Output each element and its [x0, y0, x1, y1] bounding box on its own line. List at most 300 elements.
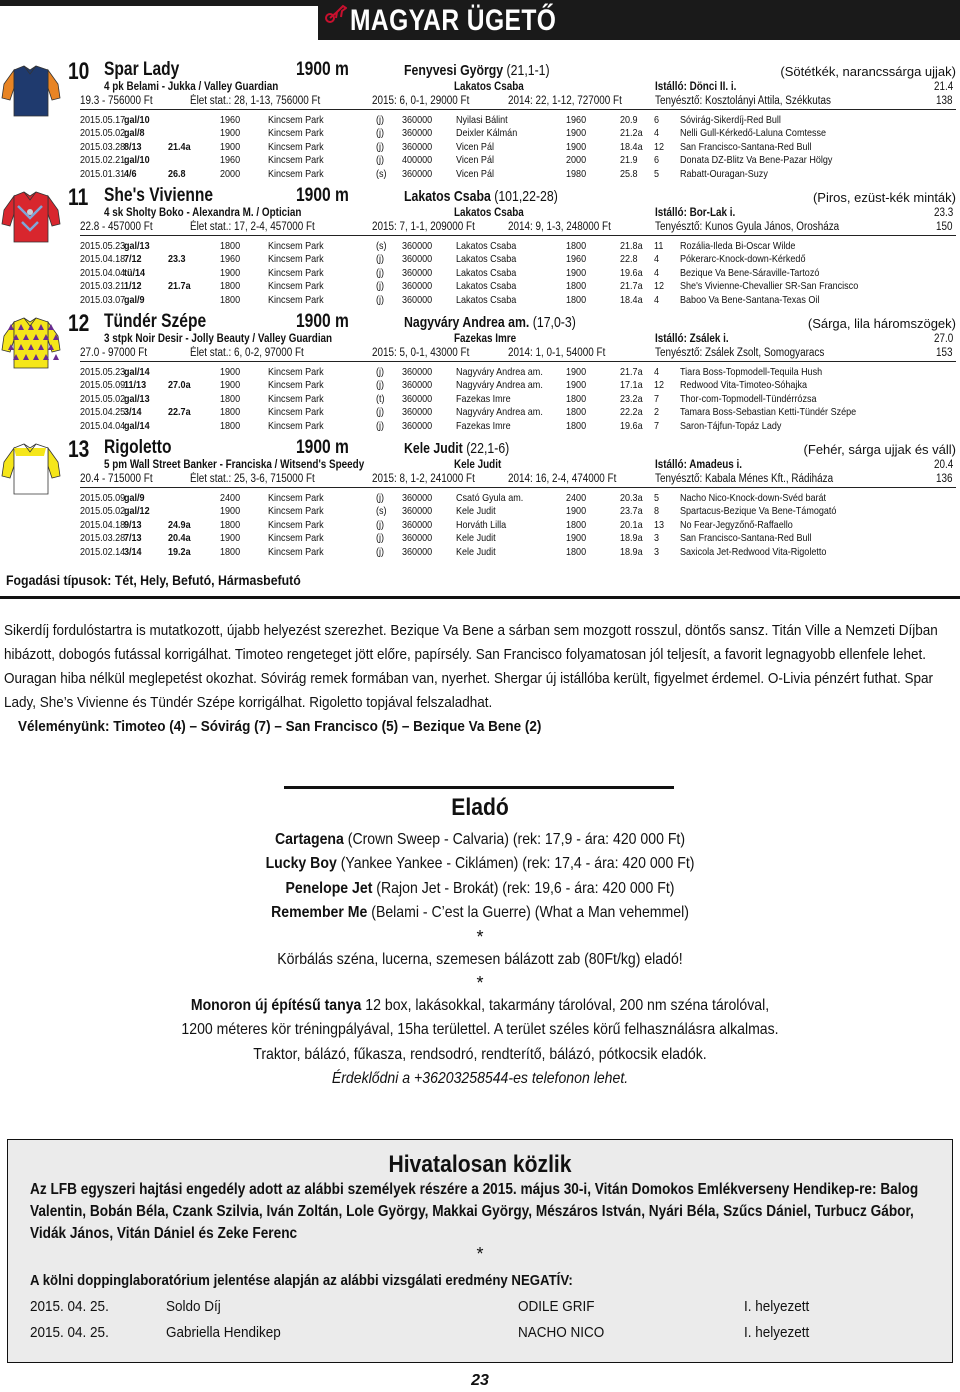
- race-cell: 1960: [220, 154, 241, 167]
- race-cell: 2015.02.14: [80, 545, 126, 558]
- index: 136: [936, 473, 953, 485]
- race-cell: 20.9: [620, 114, 638, 126]
- race-cell: Baboo Va Bene-Santana-Texas Oil: [680, 293, 820, 306]
- race-cell: 1800: [220, 293, 241, 306]
- race-cell: (j): [376, 293, 385, 306]
- life-stats: Élet stat.: 28, 1-13, 756000 Ft: [190, 95, 321, 107]
- race-cell: 7/12: [124, 253, 142, 266]
- race-cell: 2015.05.02: [80, 127, 126, 140]
- sale-farm-title: Monoron új építésű tanya: [190, 997, 362, 1015]
- race-cell: Kincsem Park: [268, 280, 324, 293]
- race-cell: Kincsem Park: [268, 392, 324, 405]
- race-cell: Kincsem Park: [268, 253, 324, 266]
- sale-horse-desc: (Rajon Jet - Brokát) (rek: 19,6 - ára: 420 000 Ft): [376, 879, 675, 897]
- pedigree: 4 pk Belami - Jukka / Valley Guardian: [104, 81, 279, 93]
- silk-colors: (Fehér, sárga ujjak és váll): [803, 442, 956, 457]
- race-cell: 1800: [566, 240, 587, 252]
- race-cell: gal/13: [124, 240, 150, 252]
- race-cell: 1800: [220, 419, 241, 432]
- race-cell: 2015.05.09: [80, 492, 126, 504]
- race-cell: 360000: [402, 293, 433, 306]
- race-cell: Lakatos Csaba: [456, 280, 517, 293]
- race-cell: (j): [376, 127, 385, 140]
- race-cell: 2400: [566, 492, 587, 504]
- sale-horse: [58, 852, 903, 876]
- jockey-silk-icon: [0, 58, 62, 118]
- race-cell: Kincsem Park: [268, 114, 324, 126]
- race-cell: 20.1a: [620, 518, 643, 531]
- race-cell: 2015.04.18: [80, 253, 126, 266]
- race-cell: 360000: [402, 532, 433, 545]
- race-cell: 1900: [220, 140, 241, 153]
- race-cell: Fazekas Imre: [456, 392, 511, 405]
- race-cell: (s): [376, 240, 387, 252]
- race-cell: Kincsem Park: [268, 293, 324, 306]
- race-cell: 27.0a: [168, 379, 191, 392]
- race-cell: 2000: [566, 154, 587, 167]
- race-cell: 360000: [402, 253, 433, 266]
- race-cell: 25.8: [620, 167, 638, 180]
- race-cell: gal/9: [124, 492, 145, 504]
- horse-name: Tündér Szépe: [104, 311, 207, 332]
- race-cell: 4/6: [124, 167, 137, 180]
- race-cell: Rozália-Ileda Bi-Oscar Wilde: [680, 240, 796, 252]
- race-cell: 360000: [402, 406, 433, 419]
- entry-rule: [80, 109, 956, 110]
- race-cell: 2015.04.18: [80, 518, 126, 531]
- race-cell: 8: [654, 505, 660, 518]
- race-cell: Rabatt-Ouragan-Suzy: [680, 167, 768, 180]
- race-cell: 1800: [220, 240, 241, 252]
- race-cell: Nelli Gull-Kérkedő-Laluna Comtesse: [680, 127, 827, 140]
- race-cell: 21.8a: [620, 240, 643, 252]
- odds: 20.4: [934, 459, 954, 471]
- race-cell: 21.7a: [168, 280, 191, 293]
- race-distance: 1900 m: [296, 311, 349, 332]
- stable: Istálló: Zsálek i.: [655, 333, 729, 345]
- driver-name: Nagyváry Andrea am. (17,0-3): [404, 314, 576, 331]
- stats-2015: 2015: 8, 1-2, 241000 Ft: [372, 473, 475, 485]
- race-cell: gal/14: [124, 366, 150, 378]
- race-cell: 7: [654, 392, 660, 405]
- sale-title: Eladó: [451, 794, 509, 821]
- race-cell: 18.9a: [620, 532, 643, 545]
- entry-number: 11: [68, 184, 89, 211]
- race-cell: 2015.04.25: [80, 406, 126, 419]
- driver-stats: (17,0-3): [532, 314, 576, 331]
- race-cell: 19.6a: [620, 419, 643, 432]
- race-cell: gal/10: [124, 114, 150, 126]
- race-cell: 21.9: [620, 154, 638, 167]
- race-cell: Bezique Va Bene-Sáraville-Tartozó: [680, 266, 820, 279]
- race-cell: 22.8: [620, 253, 638, 266]
- entry-rule: [80, 361, 956, 362]
- race-cell: 4: [654, 366, 660, 378]
- entry-rule: [80, 235, 956, 236]
- race-cell: tü/14: [124, 266, 146, 279]
- race-cell: 2015.05.09: [80, 379, 126, 392]
- race-cell: 19.2a: [168, 545, 191, 558]
- pedigree: 3 stpk Noir Desir - Jolly Beauty / Valley Guardian: [104, 333, 333, 345]
- race-cell: Kincsem Park: [268, 240, 324, 252]
- trainer: Lakatos Csaba: [454, 207, 524, 219]
- race-cell: 1900: [220, 505, 241, 518]
- horse-name: She's Vivienne: [104, 185, 214, 206]
- race-cell: Nagyváry Andrea am.: [456, 379, 543, 392]
- race-cell: 4: [654, 253, 660, 266]
- entry-rule: [80, 487, 956, 488]
- stats-2014: 2014: 9, 1-3, 248000 Ft: [508, 221, 611, 233]
- record: 22.8 - 457000 Ft: [80, 221, 153, 233]
- race-cell: 1800: [220, 392, 241, 405]
- race-cell: Kincsem Park: [268, 127, 324, 140]
- odds: 21.4: [934, 81, 954, 93]
- silk-colors: (Sárga, lila háromszögek): [807, 316, 956, 331]
- race-cell: She's Vivienne-Chevallier SR-San Francisco: [680, 280, 859, 293]
- sale-horse-name: Lucky Boy: [265, 855, 337, 873]
- jockey-silk-icon: [0, 436, 62, 496]
- race-cell: 21.2a: [620, 127, 643, 140]
- sale-horse: [58, 901, 903, 925]
- race-cell: 23.3: [168, 253, 186, 266]
- race-distance: 1900 m: [296, 59, 349, 80]
- race-cell: Nagyváry Andrea am.: [456, 366, 543, 378]
- race-cell: Spartacus-Bezique Va Bene-Támogató: [680, 505, 837, 518]
- sale-horse-name: Remember Me: [271, 904, 368, 922]
- race-cell: Saxicola Jet-Redwood Vita-Rigoletto: [680, 545, 827, 558]
- race-cell: 2015.05.02: [80, 505, 126, 518]
- race-cell: 360000: [402, 419, 433, 432]
- race-cell: 1900: [220, 266, 241, 279]
- race-cell: 360000: [402, 505, 433, 518]
- race-cell: 18.4a: [620, 140, 643, 153]
- race-cell: 18.9a: [620, 545, 643, 558]
- stats-2015: 2015: 6, 0-1, 29000 Ft: [372, 95, 470, 107]
- race-cell: 5: [654, 167, 660, 180]
- life-stats: Élet stat.: 25, 3-6, 715000 Ft: [190, 473, 315, 485]
- race-cell: Donata DZ-Blitz Va Bene-Pazar Hölgy: [680, 154, 833, 167]
- race-cell: 12: [654, 140, 665, 153]
- race-cell: (j): [376, 545, 385, 558]
- race-cell: 23.7a: [620, 505, 643, 518]
- separator-star: *: [476, 926, 484, 947]
- race-cell: 1900: [220, 379, 241, 392]
- race-cell: 1800: [220, 518, 241, 531]
- race-cell: (j): [376, 114, 385, 126]
- race-cell: 1800: [566, 280, 587, 293]
- race-cell: Kincsem Park: [268, 379, 324, 392]
- race-cell: 11/13: [124, 379, 147, 392]
- race-cell: 13: [654, 518, 665, 531]
- race-cell: 12: [654, 280, 665, 293]
- race-cell: Vicen Pál: [456, 154, 494, 167]
- brand-title: MAGYAR ÜGETŐ: [350, 4, 557, 37]
- race-cell: 22.2a: [620, 406, 643, 419]
- race-cell: Kincsem Park: [268, 167, 324, 180]
- race-cell: Thor-com-Topmodell-Tündérrózsa: [680, 392, 817, 405]
- race-cell: (j): [376, 532, 385, 545]
- result-place: I. helyezett: [744, 1298, 810, 1315]
- sulky-horse-icon: [325, 2, 347, 24]
- race-cell: 20.3a: [620, 492, 643, 504]
- race-cell: 1800: [566, 392, 587, 405]
- race-cell: 19.6a: [620, 266, 643, 279]
- entry-number: 13: [68, 436, 90, 463]
- race-cell: 1960: [220, 114, 241, 126]
- race-cell: 20.4a: [168, 532, 191, 545]
- race-cell: San Francisco-Santana-Red Bull: [680, 532, 812, 545]
- race-cell: Kincsem Park: [268, 505, 324, 518]
- race-cell: Kincsem Park: [268, 406, 324, 419]
- stable: Istálló: Amadeus i.: [655, 459, 743, 471]
- race-cell: 360000: [402, 366, 433, 378]
- race-cell: 17.1a: [620, 379, 643, 392]
- trainer: Fazekas Imre: [454, 333, 517, 345]
- race-cell: No Fear-Jegyzőnő-Raffaello: [680, 518, 793, 531]
- race-cell: 3/14: [124, 406, 142, 419]
- race-cell: gal/9: [124, 293, 145, 306]
- race-cell: 2015.02.21: [80, 154, 126, 167]
- result-horse: NACHO NICO: [518, 1324, 605, 1341]
- driver-name: Kele Judit (22,1-6): [404, 440, 510, 457]
- pedigree: 4 sk Sholty Boko - Alexandra M. / Optician: [104, 207, 302, 219]
- race-cell: Kele Judit: [456, 505, 496, 518]
- separator-star: *: [476, 973, 484, 994]
- record: 27.0 - 97000 Ft: [80, 347, 148, 359]
- race-cell: (j): [376, 280, 385, 293]
- race-cell: 2015.03.28: [80, 532, 126, 545]
- race-cell: 360000: [402, 240, 433, 252]
- race-cell: 1900: [220, 127, 241, 140]
- race-cell: 1800: [566, 419, 587, 432]
- sale-farm-line2: 1200 méteres kör tréningpályával, 15ha területtel. A terület széles körű felhasználásra alkalmas.: [181, 1021, 779, 1039]
- index: 150: [936, 221, 953, 233]
- race-cell: Tamara Boss-Sebastian Ketti-Tündér Szépe: [680, 406, 857, 419]
- race-cell: 2: [654, 406, 660, 419]
- race-cell: (j): [376, 518, 385, 531]
- sale-horse-desc: (Belami - C’est la Guerre) (What a Man vehemmel): [371, 904, 689, 922]
- race-cell: 1960: [566, 114, 587, 126]
- race-cell: (j): [376, 154, 385, 167]
- race-cell: 4: [654, 266, 660, 279]
- stats-2014: 2014: 16, 2-4, 474000 Ft: [508, 473, 617, 485]
- race-cell: Vicen Pál: [456, 140, 494, 153]
- race-cell: 360000: [402, 545, 433, 558]
- life-stats: Élet stat.: 6, 0-2, 97000 Ft: [190, 347, 304, 359]
- race-distance: 1900 m: [296, 185, 349, 206]
- result-race: Gabriella Hendikep: [166, 1324, 281, 1341]
- life-stats: Élet stat.: 17, 2-4, 457000 Ft: [190, 221, 315, 233]
- race-cell: Lakatos Csaba: [456, 266, 517, 279]
- race-cell: 9/13: [124, 518, 142, 531]
- race-cell: 360000: [402, 140, 433, 153]
- race-cell: 2400: [220, 492, 241, 504]
- race-cell: 360000: [402, 492, 433, 504]
- race-cell: 3/14: [124, 545, 142, 558]
- horse-name: Spar Lady: [104, 59, 180, 80]
- race-cell: 1800: [220, 280, 241, 293]
- race-cell: 1900: [566, 532, 587, 545]
- race-cell: Kincsem Park: [268, 366, 324, 378]
- race-cell: 3: [654, 545, 660, 558]
- race-cell: Nacho Nico-Knock-down-Svéd barát: [680, 492, 827, 504]
- race-cell: (s): [376, 167, 387, 180]
- race-cell: gal/10: [124, 154, 150, 167]
- sale-contact: Érdeklődni a +36203258544-es telefonon lehet.: [331, 1070, 629, 1088]
- race-cell: 5: [654, 492, 660, 504]
- race-cell: 360000: [402, 392, 433, 405]
- race-cell: 1960: [566, 253, 587, 266]
- odds: 23.3: [934, 207, 954, 219]
- race-cell: 1/12: [124, 280, 142, 293]
- race-cell: Redwood Vita-Timoteo-Sóhajka: [680, 379, 807, 392]
- bet-types: Fogadási típusok: Tét, Hely, Befutó, Hármasbefutó: [6, 572, 301, 588]
- race-cell: 2015.05.23: [80, 366, 126, 378]
- race-cell: 1800: [220, 545, 241, 558]
- sale-section: [0, 790, 960, 1092]
- stable: Istálló: Bor-Lak i.: [655, 207, 736, 219]
- race-cell: 1900: [566, 127, 587, 140]
- race-cell: gal/8: [124, 127, 145, 140]
- race-cell: 2015.03.07: [80, 293, 126, 306]
- race-cell: 22.7a: [168, 406, 191, 419]
- race-cell: 2015.05.23: [80, 240, 126, 252]
- race-cell: 4: [654, 127, 660, 140]
- race-cell: Kincsem Park: [268, 545, 324, 558]
- race-cell: 21.7a: [620, 366, 643, 378]
- result-place: I. helyezett: [744, 1324, 810, 1341]
- race-cell: 7: [654, 419, 660, 432]
- horse-name: Rigoletto: [104, 437, 172, 458]
- race-cell: 2015.01.31: [80, 167, 126, 180]
- race-distance: 1900 m: [296, 437, 349, 458]
- official-title: Hivatalosan közlik: [388, 1151, 572, 1178]
- race-cell: Kincsem Park: [268, 140, 324, 153]
- race-cell: Lakatos Csaba: [456, 253, 517, 266]
- race-cell: 21.7a: [620, 280, 643, 293]
- sale-horse: [58, 828, 903, 852]
- race-cell: Kele Judit: [456, 532, 496, 545]
- race-cell: 1800: [220, 406, 241, 419]
- trainer: Lakatos Csaba: [454, 81, 524, 93]
- race-cell: Lakatos Csaba: [456, 293, 517, 306]
- race-cell: Kincsem Park: [268, 492, 324, 504]
- breeder: Tenyésztő: Kosztolányi Attila, Székkutas: [655, 95, 831, 107]
- index: 153: [936, 347, 953, 359]
- doping-note: A kölni doppinglaboratórium jelentése alapján az alábbi vizsgálati eredmény NEGATÍV:: [30, 1272, 573, 1289]
- race-cell: (s): [376, 505, 387, 518]
- race-cell: 21.4a: [168, 140, 191, 153]
- section-divider: [0, 596, 960, 599]
- breeder: Tenyésztő: Zsálek Zsolt, Somogyaracs: [655, 347, 825, 359]
- entry-number: 10: [68, 58, 90, 85]
- driver-name: Fenyvesi György (21,1-1): [404, 62, 550, 79]
- result-date: 2015. 04. 25.: [30, 1298, 109, 1315]
- race-cell: 1800: [566, 545, 587, 558]
- race-cell: 1800: [566, 406, 587, 419]
- race-cell: (j): [376, 492, 385, 504]
- sale-horse: [58, 877, 903, 901]
- result-race: Soldo Díj: [166, 1298, 221, 1315]
- race-cell: gal/12: [124, 505, 150, 518]
- race-cell: 1900: [566, 379, 587, 392]
- race-cell: gal/14: [124, 419, 150, 432]
- official-notice: [7, 1139, 953, 1363]
- race-cell: Saron-Tájfun-Topáz Lady: [680, 419, 782, 432]
- race-cell: Horváth Lilla: [456, 518, 507, 531]
- race-cell: 1800: [566, 293, 587, 306]
- index: 138: [936, 95, 953, 107]
- race-cell: 1900: [566, 505, 587, 518]
- page-header: [0, 0, 960, 40]
- race-cell: 1980: [566, 167, 587, 180]
- race-cell: San Francisco-Santana-Red Bull: [680, 140, 812, 153]
- race-cell: 2015.03.21: [80, 280, 126, 293]
- race-cell: 360000: [402, 167, 433, 180]
- result-horse: ODILE GRIF: [518, 1298, 595, 1315]
- race-cell: 6: [654, 154, 660, 167]
- race-cell: (j): [376, 366, 385, 378]
- race-cell: (j): [376, 406, 385, 419]
- sale-horse-desc: (Yankee Yankee - Ciklámen) (rek: 17,4 - ára: 420 000 Ft): [340, 855, 695, 873]
- race-cell: 6: [654, 114, 660, 126]
- race-cell: Fazekas Imre: [456, 419, 511, 432]
- sale-farm-desc: 12 box, lakásokkal, takarmány tárolóval, 200 nm széna tárolóval,: [365, 997, 770, 1015]
- race-cell: Kele Judit: [456, 545, 496, 558]
- page-number: 23: [471, 1372, 489, 1389]
- driver-stats: (22,1-6): [466, 440, 510, 457]
- sale-horse-name: Cartagena: [274, 831, 344, 848]
- jockey-silk-icon: [0, 184, 62, 244]
- race-cell: Kincsem Park: [268, 518, 324, 531]
- silk-colors: (Piros, ezüst-kék minták): [812, 190, 956, 205]
- race-cell: Nyilasi Bálint: [456, 114, 508, 126]
- stats-2015: 2015: 7, 1-1, 209000 Ft: [372, 221, 475, 233]
- pedigree: 5 pm Wall Street Banker - Franciska / Witsend's Speedy: [104, 459, 365, 471]
- race-cell: 8/13: [124, 140, 142, 153]
- race-cell: 7/13: [124, 532, 142, 545]
- race-cell: 1900: [566, 140, 587, 153]
- driver-name: Lakatos Csaba (101,22-28): [404, 188, 558, 205]
- race-cell: 360000: [402, 127, 433, 140]
- race-cell: (j): [376, 140, 385, 153]
- race-cell: 2015.05.02: [80, 392, 126, 405]
- race-cell: gal/13: [124, 392, 150, 405]
- sale-hay: Körbálás széna, lucerna, szemesen bálázott zab (80Ft/kg) eladó!: [277, 950, 683, 968]
- driver-stats: (21,1-1): [506, 62, 550, 79]
- race-cell: (j): [376, 419, 385, 432]
- race-cell: 18.4a: [620, 293, 643, 306]
- entry-number: 12: [68, 310, 90, 337]
- race-cell: (j): [376, 266, 385, 279]
- sale-farm-line3: Traktor, bálázó, fűkasza, rendsodró, rendterítő, bálázó, pótkocsik eladók.: [253, 1045, 707, 1063]
- odds: 27.0: [934, 333, 954, 345]
- race-cell: 3: [654, 532, 660, 545]
- race-cell: Lakatos Csaba: [456, 240, 517, 252]
- race-cell: 1900: [566, 366, 587, 378]
- race-cell: 2015.04.04: [80, 266, 126, 279]
- race-cell: 2015.05.17: [80, 114, 126, 126]
- race-cell: 1800: [566, 518, 587, 531]
- driver-stats: (101,22-28): [494, 188, 558, 205]
- sale-top-rule: [284, 786, 674, 789]
- race-cell: Vicen Pál: [456, 167, 494, 180]
- race-cell: (j): [376, 253, 385, 266]
- verdict: Véleményünk: Timoteo (4) – Sóvirág (7) – San Francisco (5) – Bezique Va Bene (2): [18, 718, 542, 735]
- race-cell: 400000: [402, 154, 433, 167]
- race-cell: 360000: [402, 114, 433, 126]
- stable: Istálló: Dönci II. i.: [655, 81, 737, 93]
